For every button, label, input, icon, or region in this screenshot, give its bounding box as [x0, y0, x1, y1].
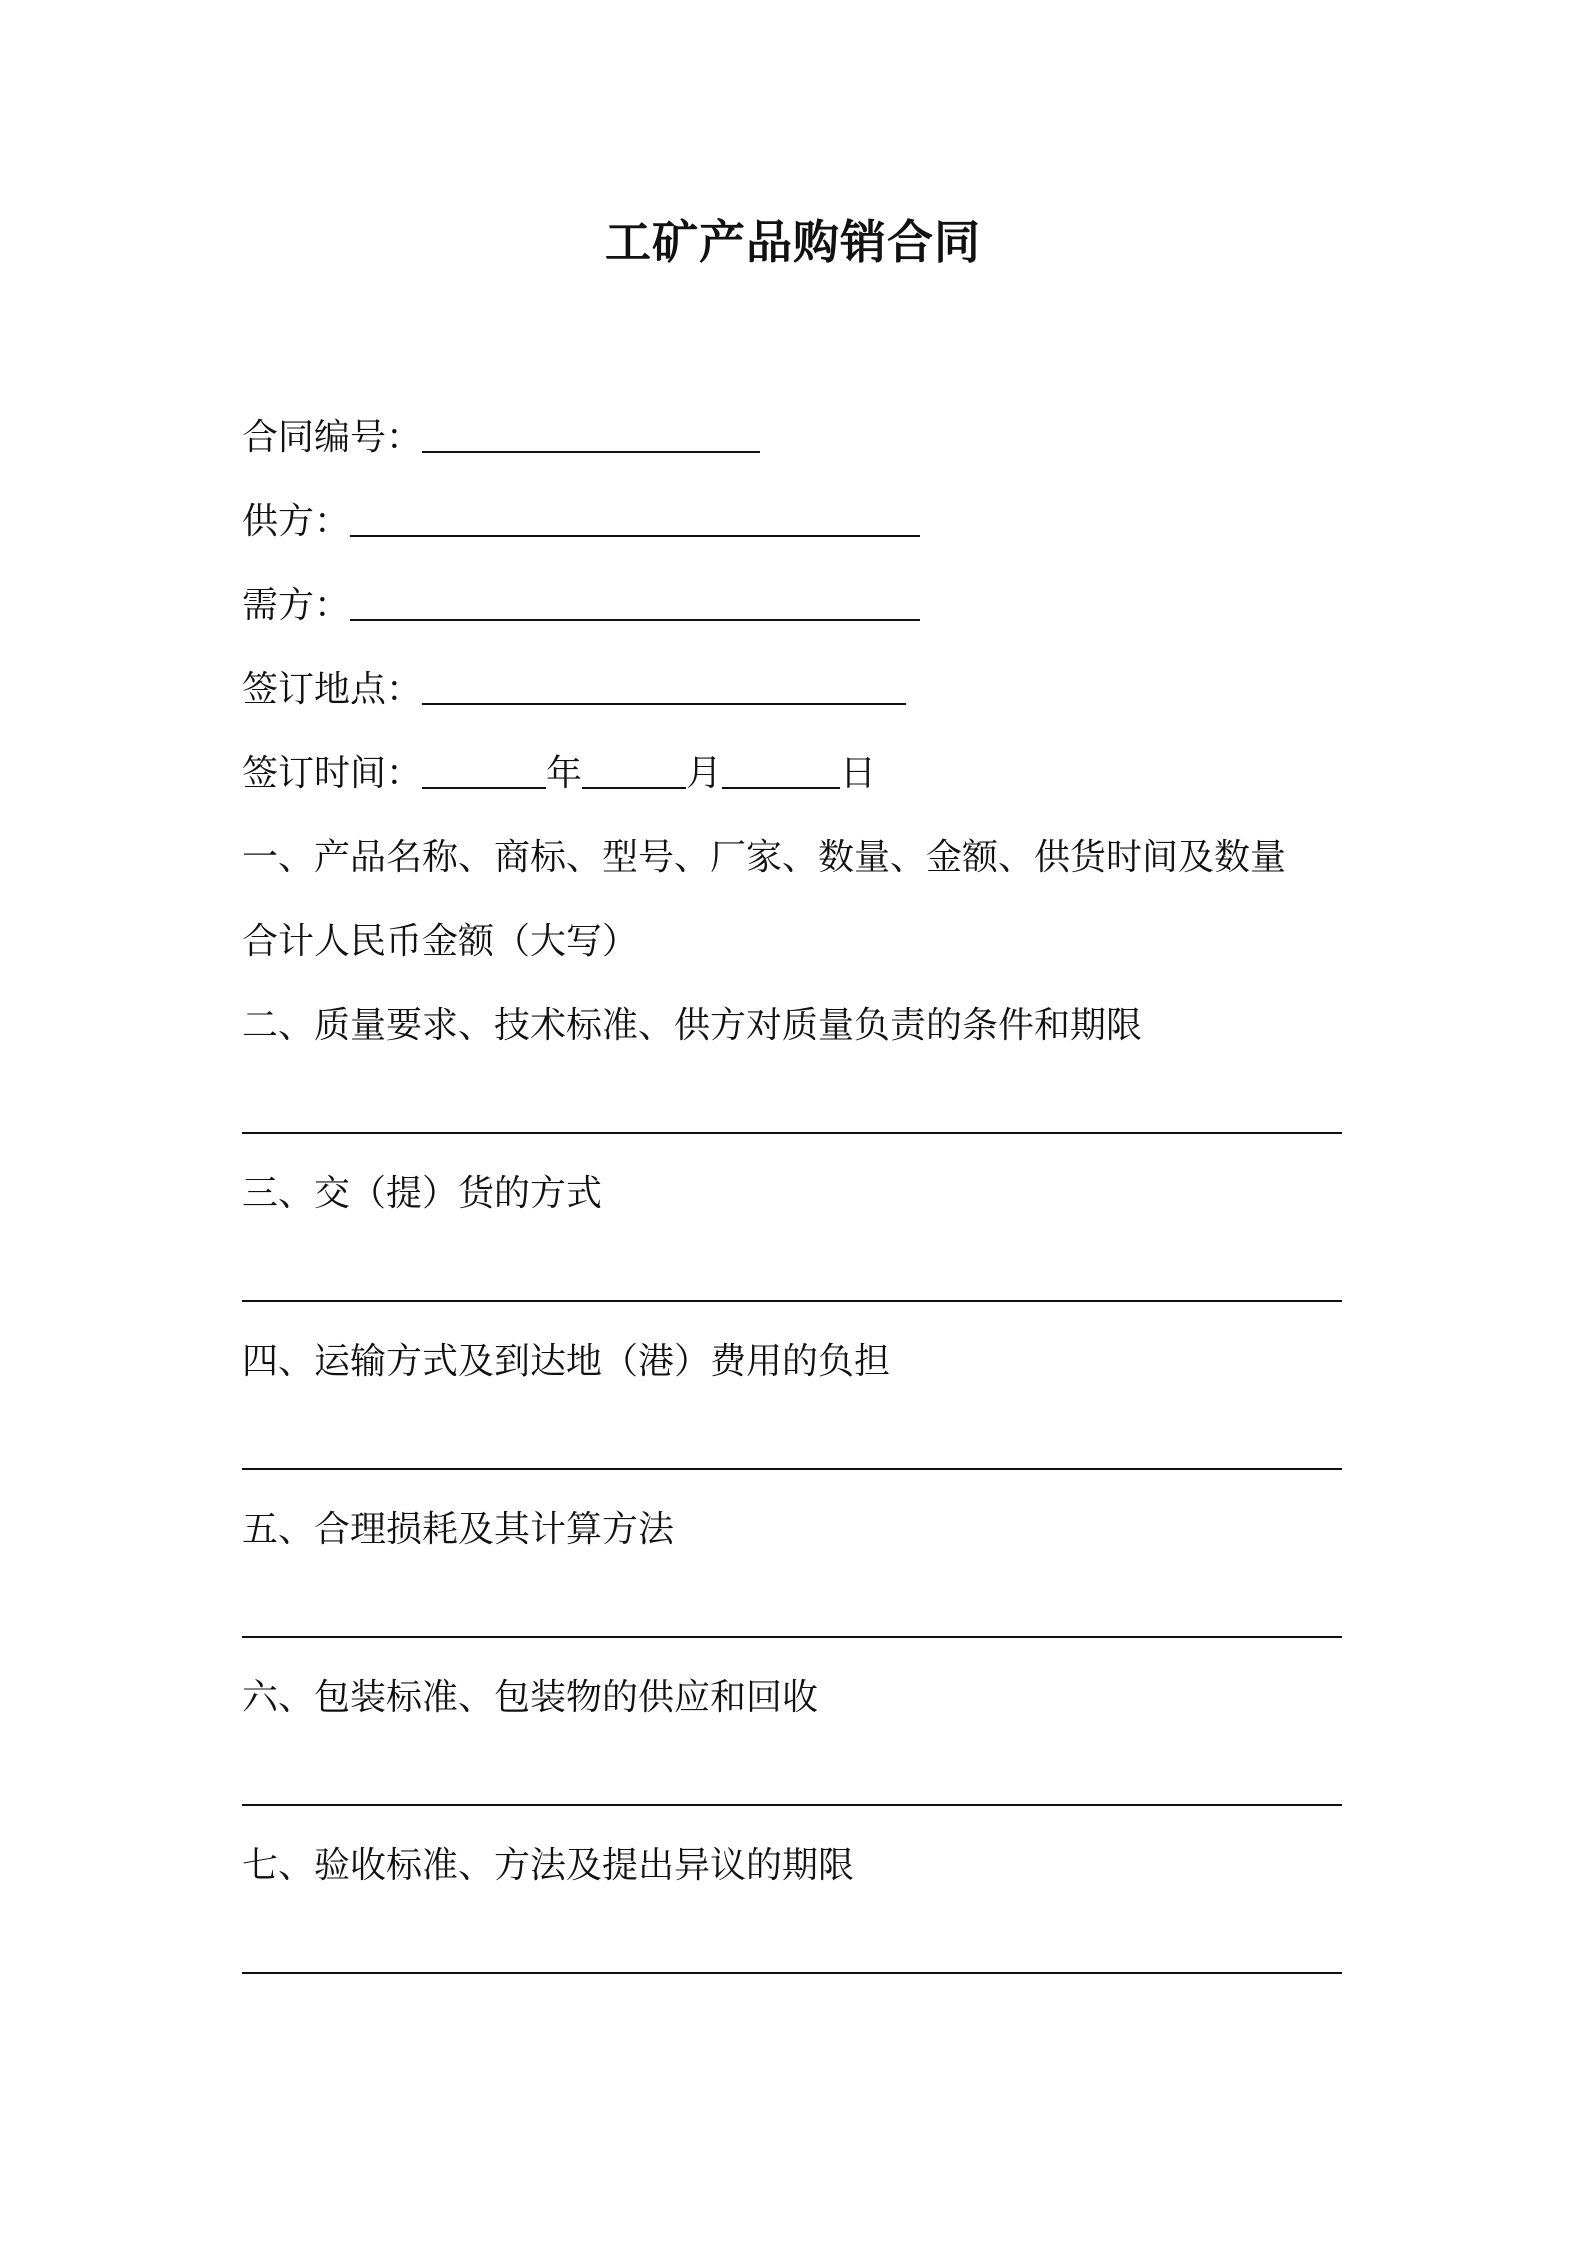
month-blank[interactable] — [582, 751, 686, 789]
sign-place-row — [242, 666, 906, 714]
supplier-blank[interactable] — [350, 499, 920, 537]
clause-4-fill-line[interactable] — [242, 1468, 1342, 1470]
day-blank[interactable] — [722, 751, 840, 789]
buyer-blank[interactable] — [350, 583, 920, 621]
supplier-row — [242, 498, 920, 546]
sign-time-label: 签订时间： — [242, 753, 423, 794]
sign-place-label: 签订地点： — [242, 669, 423, 710]
clause-1-line-2: 合计人民币金额（大写） — [242, 921, 639, 962]
clause-4-heading: 四、运输方式及到达地（港）费用的负担 — [242, 1341, 891, 1382]
clause-1-line-1: 一、产品名称、商标、型号、厂家、数量、金额、供货时间及数量 — [242, 837, 1287, 878]
clause-7-heading: 七、验收标准、方法及提出异议的期限 — [242, 1845, 855, 1886]
day-label: 日 — [840, 753, 877, 794]
clause-2-fill-line[interactable] — [242, 1132, 1342, 1134]
supplier-label: 供方： — [242, 501, 351, 542]
contract-number-blank[interactable] — [422, 415, 760, 453]
sign-time-row — [242, 750, 876, 798]
buyer-label: 需方： — [242, 585, 351, 626]
buyer-row — [242, 582, 920, 630]
clause-3-fill-line[interactable] — [242, 1300, 1342, 1302]
year-label: 年 — [546, 753, 583, 794]
year-blank[interactable] — [422, 751, 546, 789]
sign-place-blank[interactable] — [422, 667, 906, 705]
contract-number-row — [242, 414, 760, 462]
page-title: 工矿产品购销合同 — [605, 215, 981, 269]
clause-6-fill-line[interactable] — [242, 1804, 1342, 1806]
contract-number-label: 合同编号： — [242, 417, 423, 458]
clause-5-heading: 五、合理损耗及其计算方法 — [242, 1509, 675, 1550]
clause-6-heading: 六、包装标准、包装物的供应和回收 — [242, 1677, 819, 1718]
clause-3-heading: 三、交（提）货的方式 — [242, 1173, 603, 1214]
clause-2-heading: 二、质量要求、技术标准、供方对质量负责的条件和期限 — [242, 1005, 1143, 1046]
clause-5-fill-line[interactable] — [242, 1636, 1342, 1638]
month-label: 月 — [686, 753, 723, 794]
clause-7-fill-line[interactable] — [242, 1972, 1342, 1974]
